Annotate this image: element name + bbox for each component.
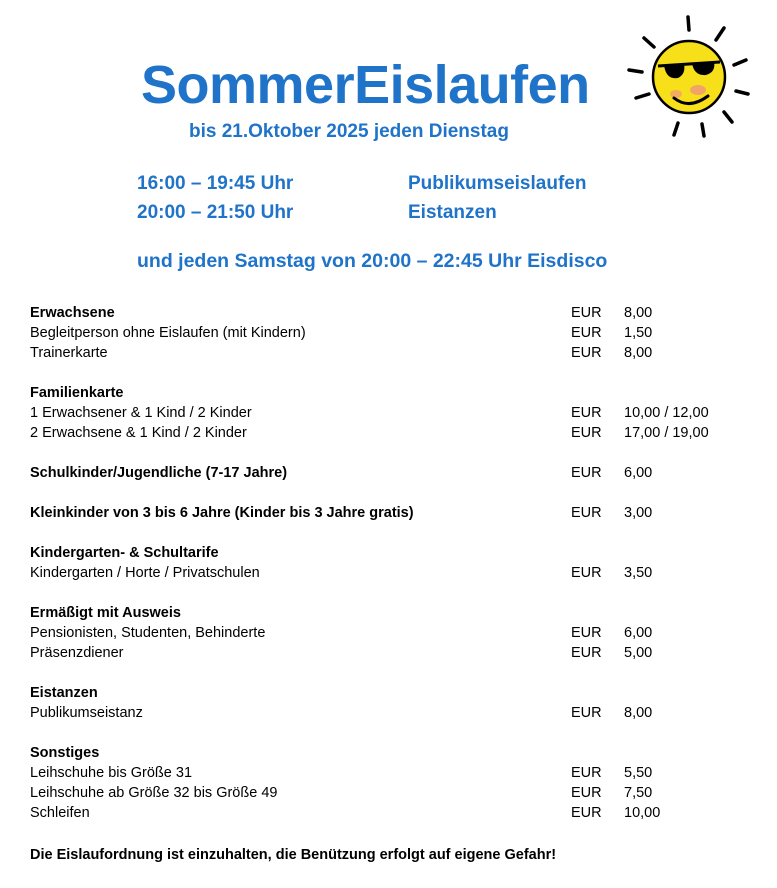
price-label: Publikumseistanz [30, 705, 143, 721]
price-value: 3,00 [624, 505, 653, 521]
price-currency: EUR [571, 305, 602, 321]
price-section-heading [30, 543, 750, 563]
price-currency: EUR [571, 805, 602, 821]
price-currency: EUR [571, 765, 602, 781]
price-label: Familienkarte [30, 385, 124, 401]
price-currency: EUR [571, 505, 602, 521]
page-title: SommerEislaufen [141, 55, 590, 115]
price-value: 17,00 / 19,00 [624, 425, 709, 441]
price-value: 5,00 [624, 645, 653, 661]
price-value: 3,50 [624, 565, 653, 581]
price-label: Ermäßigt mit Ausweis [30, 605, 181, 621]
section-gap [30, 723, 750, 743]
section-gap [30, 583, 750, 603]
saturday-disco-text: und jeden Samstag von 20:00 – 22:45 Uhr Eisdisco [137, 250, 608, 272]
price-label: Trainerkarte [30, 345, 108, 361]
price-label: Präsenzdiener [30, 645, 124, 661]
price-row [30, 323, 750, 343]
price-list [30, 303, 750, 823]
price-value: 8,00 [624, 705, 653, 721]
page-subtitle: bis 21.Oktober 2025 jeden Dienstag [189, 121, 509, 142]
price-row [30, 763, 750, 783]
price-row [30, 343, 750, 363]
price-currency: EUR [571, 705, 602, 721]
price-label: Leihschuhe bis Größe 31 [30, 765, 193, 781]
price-label: Leihschuhe ab Größe 32 bis Größe 49 [30, 785, 278, 801]
price-section-heading [30, 383, 750, 403]
price-value: 8,00 [624, 345, 653, 361]
price-currency: EUR [571, 425, 602, 441]
price-currency: EUR [571, 645, 602, 661]
section-gap [30, 443, 750, 463]
section-gap [30, 523, 750, 543]
price-currency: EUR [571, 565, 602, 581]
price-value: 1,50 [624, 325, 653, 341]
section-gap [30, 363, 750, 383]
price-section-heading [30, 743, 750, 763]
price-value: 5,50 [624, 765, 653, 781]
price-currency: EUR [571, 785, 602, 801]
price-value: 6,00 [624, 465, 653, 481]
price-row [30, 803, 750, 823]
price-row [30, 783, 750, 803]
price-row [30, 703, 750, 723]
price-currency: EUR [571, 465, 602, 481]
schedule-event: Publikumseislaufen [408, 173, 587, 194]
footer-note: Die Eislaufordnung ist einzuhalten, die Benützung erfolgt auf eigene Gefahr! [30, 847, 557, 863]
price-row [30, 423, 750, 443]
schedule-time: 16:00 – 19:45 Uhr [137, 173, 294, 194]
section-gap [30, 663, 750, 683]
price-label: Pensionisten, Studenten, Behinderte [30, 625, 266, 641]
price-value: 10,00 / 12,00 [624, 405, 709, 421]
price-label: Kleinkinder von 3 bis 6 Jahre (Kinder bis 3 Jahre gratis) [30, 505, 414, 521]
price-label: Eistanzen [30, 685, 98, 701]
price-currency: EUR [571, 345, 602, 361]
price-section-heading [30, 683, 750, 703]
schedule-event: Eistanzen [408, 202, 497, 223]
price-section-heading [30, 303, 750, 323]
price-currency: EUR [571, 625, 602, 641]
price-value: 8,00 [624, 305, 653, 321]
price-label: Begleitperson ohne Eislaufen (mit Kindern) [30, 325, 306, 341]
price-row [30, 643, 750, 663]
price-row [30, 563, 750, 583]
price-label: Sonstiges [30, 745, 100, 761]
price-currency: EUR [571, 325, 602, 341]
price-row [30, 403, 750, 423]
price-label: Schulkinder/Jugendliche (7-17 Jahre) [30, 465, 288, 481]
price-row [30, 623, 750, 643]
price-section-heading [30, 603, 750, 623]
price-label: Schleifen [30, 805, 90, 821]
price-label: Erwachsene [30, 305, 115, 321]
price-value: 10,00 [624, 805, 661, 821]
sun-with-sunglasses-icon [624, 12, 754, 142]
price-label: 2 Erwachsene & 1 Kind / 2 Kinder [30, 425, 247, 441]
price-currency: EUR [571, 405, 602, 421]
price-section-heading [30, 463, 750, 483]
schedule-time: 20:00 – 21:50 Uhr [137, 202, 294, 223]
price-label: Kindergarten- & Schultarife [30, 545, 219, 561]
price-label: 1 Erwachsener & 1 Kind / 2 Kinder [30, 405, 252, 421]
price-label: Kindergarten / Horte / Privatschulen [30, 565, 260, 581]
price-value: 6,00 [624, 625, 653, 641]
price-section-heading [30, 503, 750, 523]
price-value: 7,50 [624, 785, 653, 801]
section-gap [30, 483, 750, 503]
